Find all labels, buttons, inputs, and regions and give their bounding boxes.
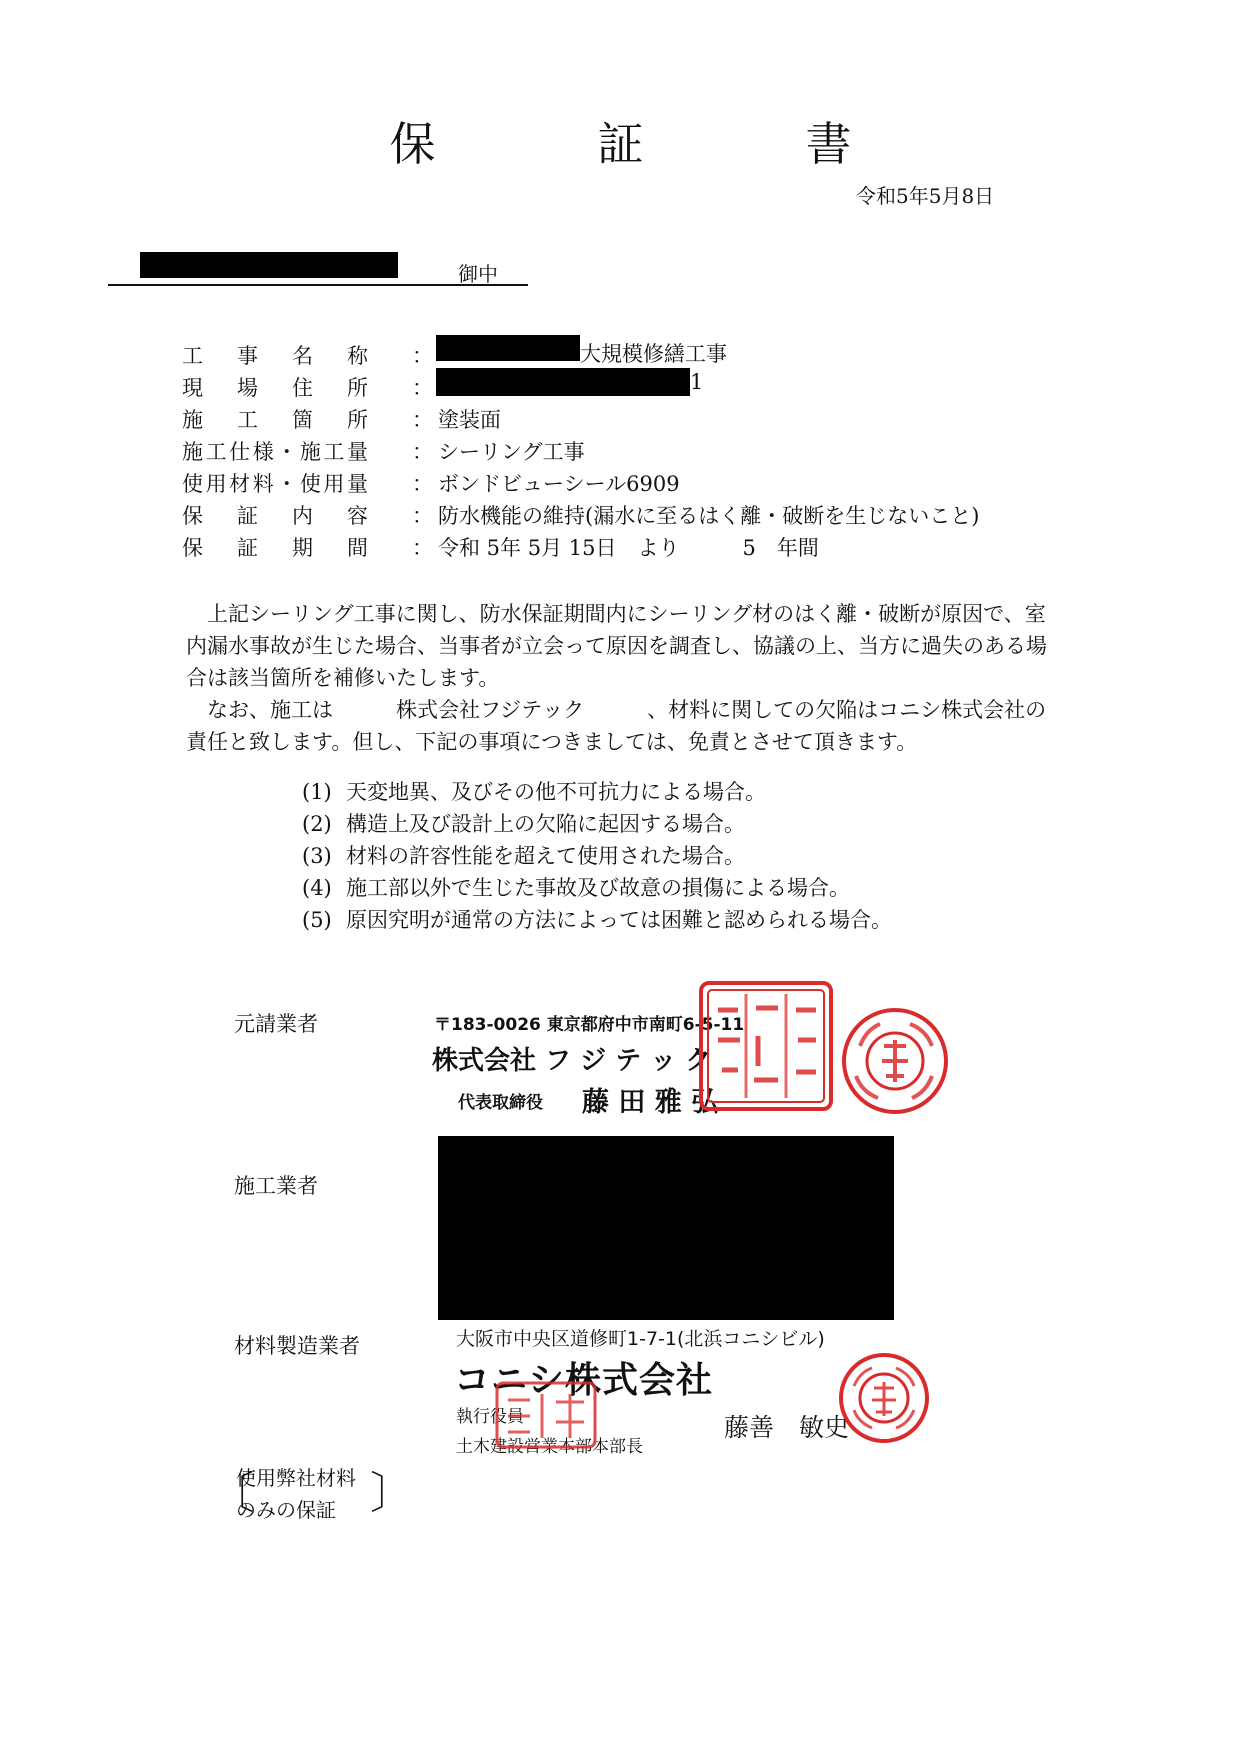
field-label-site-address: 現場住所 bbox=[182, 376, 368, 400]
field-value-site-address: 1 bbox=[690, 370, 704, 394]
note-bracket-left: 〔 bbox=[210, 1468, 254, 1519]
contractor-address: 〒183-0026 東京都府中市南町6-5-11 bbox=[434, 1015, 745, 1035]
redacted-builder-info bbox=[438, 1136, 894, 1320]
field-label-warranty-period: 保証期間 bbox=[182, 536, 368, 560]
manufacturer-address: 大阪市中央区道修町1-7-1(北浜コニシビル) bbox=[456, 1328, 825, 1350]
field-colon: ： bbox=[412, 440, 433, 464]
field-colon: ： bbox=[412, 472, 433, 496]
condition-text: 構造上及び設計上の欠陥に起因する場合。 bbox=[346, 812, 745, 836]
field-label-project-name: 工事名称 bbox=[182, 344, 368, 368]
addressee-suffix: 御中 bbox=[458, 262, 498, 286]
condition-item bbox=[302, 776, 766, 806]
body-paragraph-1: 上記シーリング工事に関し、防水保証期間内にシーリング材のはく離・破断が原因で、室内漏水事故が生じた場合、当事者が立会って原因を調査し、協議の上、当方に過失のある場合は該当箇所を補修いたします。 bbox=[186, 602, 1047, 690]
field-colon: ： bbox=[412, 536, 433, 560]
contractor-label: 元請業者 bbox=[234, 1012, 318, 1036]
condition-item bbox=[302, 808, 745, 838]
field-colon: ： bbox=[412, 376, 433, 400]
condition-number: (1) bbox=[302, 780, 332, 804]
field-value-warranty-period: 令和 5年 5月 15日 より 5 年間 bbox=[438, 536, 819, 560]
document-title: 保 証 書 bbox=[389, 117, 910, 171]
manufacturer-label: 材料製造業者 bbox=[234, 1334, 360, 1358]
field-value-work-location: 塗装面 bbox=[438, 408, 501, 432]
field-value-material: ボンドビューシール6909 bbox=[438, 472, 680, 496]
representative-seal-stamp bbox=[840, 1006, 950, 1116]
manufacturer-dept: 土木建設営業本部本部長 bbox=[456, 1437, 643, 1457]
contractor-rep-title: 代表取締役 bbox=[458, 1093, 543, 1113]
contractor-rep-name: 藤 田 雅 弘 bbox=[582, 1087, 719, 1118]
field-value-project-name: 大規模修繕工事 bbox=[580, 342, 727, 366]
redacted-project-name bbox=[436, 335, 580, 361]
officer-round-seal-stamp bbox=[838, 1352, 930, 1444]
note-bracket-right: 〕 bbox=[370, 1468, 414, 1519]
condition-number: (2) bbox=[302, 812, 332, 836]
field-value-warranty-content: 防水機能の維持(漏水に至るはく離・破断を生じないこと) bbox=[438, 504, 980, 528]
condition-text: 原因究明が通常の方法によっては困難と認められる場合。 bbox=[346, 908, 892, 932]
manufacturer-company: コニシ株式会社 bbox=[454, 1360, 714, 1401]
builder-label: 施工業者 bbox=[234, 1174, 318, 1198]
note-line-2: のみの保証 bbox=[236, 1498, 336, 1522]
field-colon: ： bbox=[412, 408, 433, 432]
condition-text: 施工部以外で生じた事故及び故意の損傷による場合。 bbox=[346, 876, 850, 900]
warranty-body bbox=[186, 598, 1062, 758]
condition-item bbox=[302, 904, 892, 934]
addressee-underline bbox=[108, 284, 528, 286]
officer-seal-stamp bbox=[494, 1380, 598, 1450]
condition-item bbox=[302, 872, 850, 902]
contractor-company: 株式会社 フ ジ テ ッ ク bbox=[432, 1046, 712, 1076]
issue-date: 令和5年5月8日 bbox=[856, 184, 995, 208]
field-label-spec: 施工仕様・施工量 bbox=[182, 440, 368, 464]
field-label-work-location: 施工箇所 bbox=[182, 408, 368, 432]
field-colon: ： bbox=[412, 344, 433, 368]
redacted-addressee bbox=[140, 252, 398, 278]
condition-text: 天変地異、及びその他不可抗力による場合。 bbox=[346, 780, 766, 804]
condition-number: (3) bbox=[302, 844, 332, 868]
note-line-1: 使用弊社材料 bbox=[236, 1466, 356, 1490]
manufacturer-exec-title: 執行役員 bbox=[456, 1407, 524, 1427]
field-colon: ： bbox=[412, 504, 433, 528]
field-label-material: 使用材料・使用量 bbox=[182, 472, 368, 496]
company-seal-stamp bbox=[698, 980, 834, 1112]
condition-number: (4) bbox=[302, 876, 332, 900]
condition-text: 材料の許容性能を超えて使用された場合。 bbox=[346, 844, 745, 868]
field-value-spec: シーリング工事 bbox=[438, 440, 585, 464]
note-block bbox=[236, 1462, 356, 1526]
condition-number: (5) bbox=[302, 908, 332, 932]
condition-item bbox=[302, 840, 745, 870]
redacted-site-address bbox=[436, 368, 690, 396]
manufacturer-officer-name: 藤善 敏史 bbox=[724, 1413, 850, 1442]
body-paragraph-2: なお、施工は 株式会社フジテック 、材料に関しての欠陥はコニシ株式会社の責任と致します。但し、下記の事項につきましては、免責とさせて頂きます。 bbox=[186, 698, 1047, 754]
field-label-warranty-content: 保証内容 bbox=[182, 504, 368, 528]
